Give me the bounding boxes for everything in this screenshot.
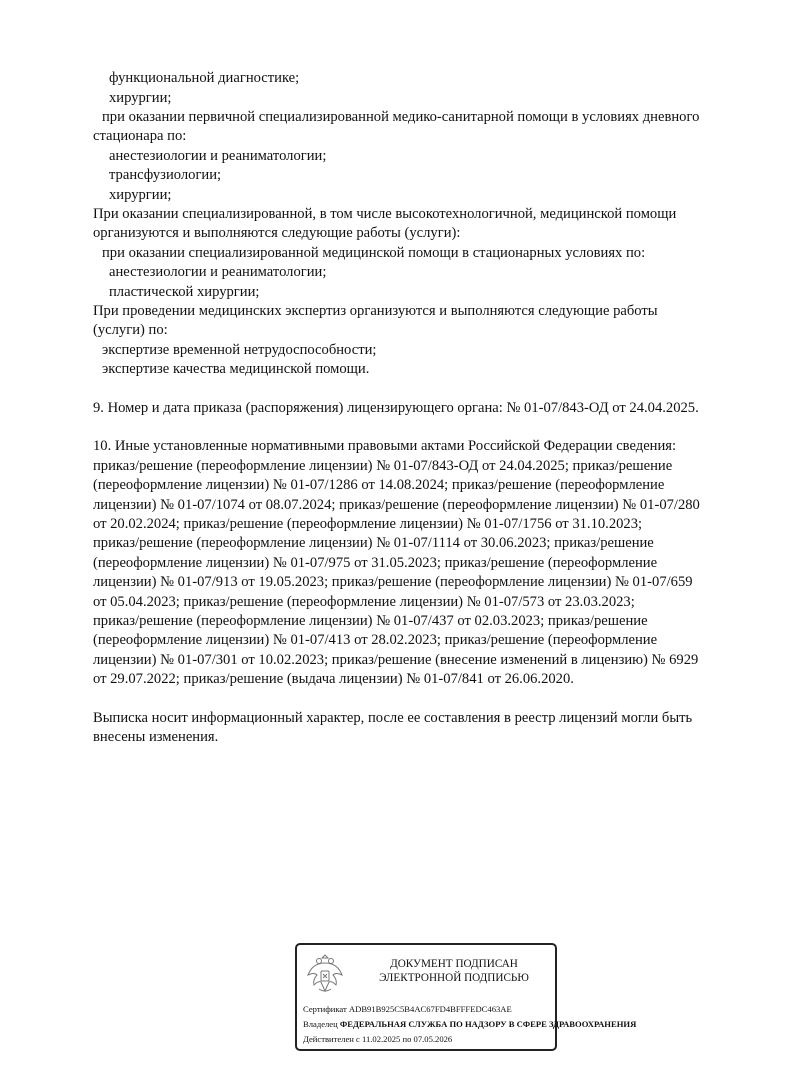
text-line: организуются и выполняются следующие работы (услуги): bbox=[93, 225, 461, 241]
text-line: трансфузиологии; bbox=[109, 167, 222, 183]
text-line: при оказании первичной специализированной медико-санитарной помощи в условиях дневного bbox=[102, 109, 700, 125]
text-line: При проведении медицинских экспертиз организуются и выполняются следующие работы bbox=[93, 303, 658, 319]
text-line: от 29.07.2022; приказ/решение (выдача лицензии) № 01-07/841 от 26.06.2020. bbox=[93, 671, 574, 687]
text-line: лицензии) № 01-07/913 от 19.05.2023; приказ/решение (переоформление лицензии) № 01-07/659 bbox=[93, 574, 693, 590]
text-line: анестезиологии и реаниматологии; bbox=[109, 264, 327, 280]
validity-line: Действителен с 11.02.2025 по 07.05.2026 bbox=[303, 1034, 453, 1044]
text-line: приказ/решение (переоформление лицензии) № 01-07/1114 от 30.06.2023; приказ/решение bbox=[93, 535, 654, 551]
text-line: стационара по: bbox=[93, 128, 187, 144]
text-line: от 05.04.2023; приказ/решение (переоформление лицензии) № 01-07/573 от 23.03.2023; bbox=[93, 594, 635, 610]
text-line: (переоформление лицензии) № 01-07/413 от 28.02.2023; приказ/решение (переоформление bbox=[93, 632, 658, 648]
text-line: Выписка носит информационный характер, после ее составления в реестр лицензий могли быть bbox=[93, 710, 693, 726]
text-line: приказ/решение (переоформление лицензии) № 01-07/437 от 02.03.2023; приказ/решение bbox=[93, 613, 648, 629]
text-line: хирургии; bbox=[109, 90, 172, 106]
text-line: лицензии) № 01-07/301 от 10.02.2023; приказ/решение (внесение изменений в лицензию) № 6929 bbox=[93, 652, 699, 668]
text-line: приказ/решение (переоформление лицензии) № 01-07/843-ОД от 24.04.2025; приказ/решение bbox=[93, 458, 673, 474]
text-line: хирургии; bbox=[109, 187, 172, 203]
stamp-subtitle: ЭЛЕКТРОННОЙ ПОДПИСЬЮ bbox=[379, 972, 529, 984]
text-line: лицензии) № 01-07/1074 от 08.07.2024; приказ/решение (переоформление лицензии) № 01-07/280 bbox=[93, 497, 700, 513]
text-line: пластической хирургии; bbox=[109, 284, 260, 300]
text-line: 10. Иные установленные нормативными правовыми актами Российской Федерации сведения: bbox=[93, 438, 677, 454]
russian-coat-of-arms-icon bbox=[305, 951, 345, 997]
electronic-signature-stamp bbox=[295, 943, 637, 1051]
owner-value: ФЕДЕРАЛЬНАЯ СЛУЖБА ПО НАДЗОРУ В СФЕРЕ ЗДРАВООХРАНЕНИЯ bbox=[339, 1019, 637, 1029]
certificate-value: ADB91B925C5B4AC67FD4BFFFEDC463AE bbox=[348, 1004, 512, 1014]
text-line: (переоформление лицензии) № 01-07/1286 от 14.08.2024; приказ/решение (переоформление bbox=[93, 477, 665, 493]
owner-line bbox=[303, 1019, 636, 1030]
certificate-label: Сертификат bbox=[303, 1004, 347, 1014]
text-line: функциональной диагностике; bbox=[109, 70, 300, 86]
text-line: от 20.02.2024; приказ/решение (переоформление лицензии) № 01-07/1756 от 31.10.2023; bbox=[93, 516, 643, 532]
stamp-title: ДОКУМЕНТ ПОДПИСАН bbox=[390, 958, 518, 970]
text-line: при оказании специализированной медицинской помощи в стационарных условиях по: bbox=[102, 245, 646, 261]
owner-label: Владелец bbox=[303, 1019, 338, 1029]
text-line: внесены изменения. bbox=[93, 729, 219, 745]
text-line: экспертизе временной нетрудоспособности; bbox=[102, 342, 377, 358]
certificate-line bbox=[303, 1004, 512, 1015]
order-number-line: 9. Номер и дата приказа (распоряжения) лицензирующего органа: № 01-07/843-ОД от 24.04.2025. bbox=[93, 400, 699, 416]
text-line: При оказании специализированной, в том числе высокотехнологичной, медицинской помощи bbox=[93, 206, 677, 222]
text-line: (переоформление лицензии) № 01-07/975 от 31.05.2023; приказ/решение (переоформление bbox=[93, 555, 658, 571]
text-line: экспертизе качества медицинской помощи. bbox=[102, 361, 370, 377]
text-line: (услуги) по: bbox=[93, 322, 168, 338]
text-line: анестезиологии и реаниматологии; bbox=[109, 148, 327, 164]
